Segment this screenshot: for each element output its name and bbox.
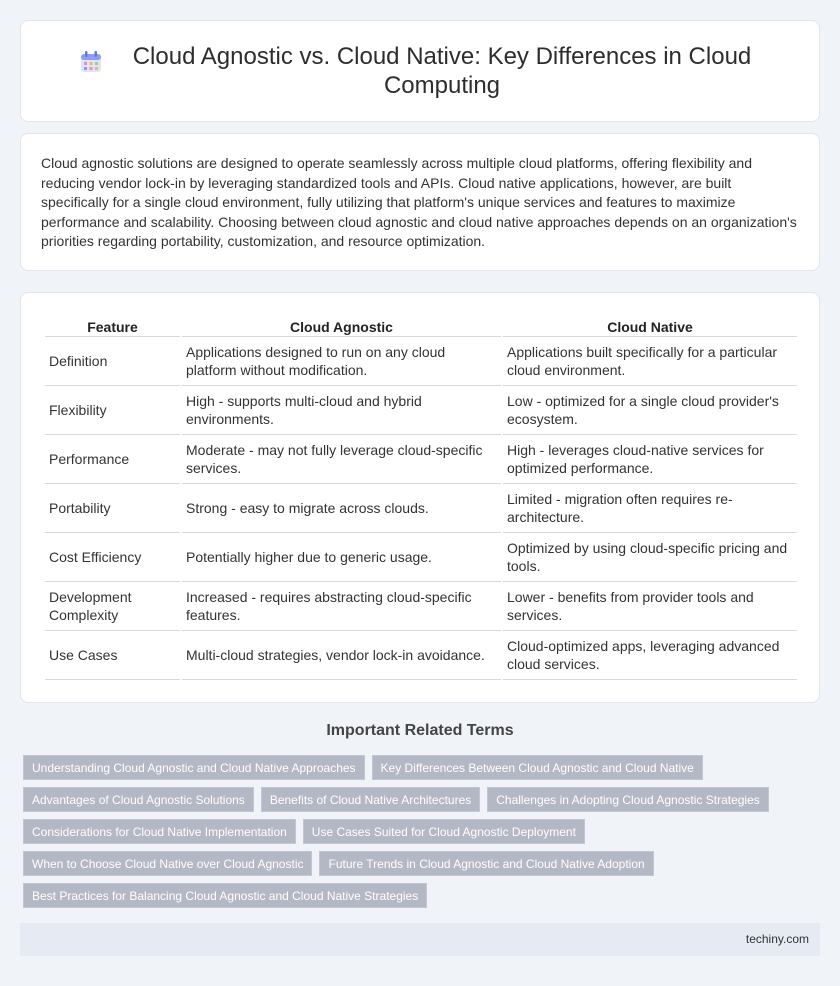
page-title: Cloud Agnostic vs. Cloud Native: Key Differences in Cloud Computing xyxy=(132,43,752,99)
header-cloud-native: Cloud Native xyxy=(503,313,797,337)
table-row xyxy=(45,435,797,484)
cloud-native-cell: Applications built specifically for a particular cloud environment. xyxy=(503,337,797,386)
cloud-agnostic-cell: High - supports multi-cloud and hybrid environments. xyxy=(182,386,501,435)
cloud-native-cell: Low - optimized for a single cloud provider's ecosystem. xyxy=(503,386,797,435)
cloud-agnostic-cell: Increased - requires abstracting cloud-specific features. xyxy=(182,582,501,631)
feature-cell: Definition xyxy=(45,337,180,386)
cloud-agnostic-cell: Potentially higher due to generic usage. xyxy=(182,533,501,582)
related-term-link[interactable]: Considerations for Cloud Native Implementation xyxy=(23,819,296,844)
cloud-agnostic-cell: Strong - easy to migrate across clouds. xyxy=(182,484,501,533)
related-term-link[interactable]: Advantages of Cloud Agnostic Solutions xyxy=(23,787,254,812)
calendar-grid-icon xyxy=(78,49,104,75)
footer-site-link[interactable]: techiny.com xyxy=(745,932,809,946)
feature-cell: Use Cases xyxy=(45,631,180,680)
related-term-link[interactable]: Understanding Cloud Agnostic and Cloud Native Approaches xyxy=(23,755,365,780)
comparison-table xyxy=(43,313,799,680)
table-header-row xyxy=(45,313,797,337)
title-wrap xyxy=(40,42,800,100)
feature-cell: Performance xyxy=(45,435,180,484)
related-terms-heading: Important Related Terms xyxy=(326,722,514,739)
related-term-link[interactable]: Key Differences Between Cloud Agnostic and Cloud Native xyxy=(372,755,703,780)
cloud-native-cell: Cloud-optimized apps, leveraging advanced cloud services. xyxy=(503,631,797,680)
cloud-agnostic-cell: Moderate - may not fully leverage cloud-specific services. xyxy=(182,435,501,484)
feature-cell: Development Complexity xyxy=(45,582,180,631)
header-cloud-agnostic: Cloud Agnostic xyxy=(182,313,501,337)
related-term-link[interactable]: Best Practices for Balancing Cloud Agnostic and Cloud Native Strategies xyxy=(23,883,427,908)
table-row xyxy=(45,386,797,435)
feature-cell: Flexibility xyxy=(45,386,180,435)
cloud-native-cell: Optimized by using cloud-specific pricing and tools. xyxy=(503,533,797,582)
comparison-card xyxy=(20,292,820,703)
feature-cell: Cost Efficiency xyxy=(45,533,180,582)
table-row xyxy=(45,631,797,680)
header-feature: Feature xyxy=(45,313,180,337)
related-term-link[interactable]: Benefits of Cloud Native Architectures xyxy=(261,787,480,812)
cloud-native-cell: Limited - migration often requires re-architecture. xyxy=(503,484,797,533)
title-card xyxy=(20,20,820,122)
cloud-native-cell: Lower - benefits from provider tools and services. xyxy=(503,582,797,631)
related-term-link[interactable]: Use Cases Suited for Cloud Agnostic Deployment xyxy=(303,819,585,844)
footer xyxy=(20,923,820,956)
cloud-native-cell: High - leverages cloud-native services for optimized performance. xyxy=(503,435,797,484)
related-terms-list xyxy=(23,755,813,915)
cloud-agnostic-cell: Applications designed to run on any cloud platform without modification. xyxy=(182,337,501,386)
intro-paragraph: Cloud agnostic solutions are designed to operate seamlessly across multiple cloud platforms, offering flexibility and reducing vendor lock-in by leveraging standardized tools and APIs. Cloud native applications, however, are built specifically for a single cloud environment, fully utilizing that platform's unique services and features to maximize performance and scalability. Choosing between cloud agnostic and cloud native approaches depends on an organization's priorities regarding portability, customization, and resource optimization. xyxy=(41,155,797,250)
feature-cell: Portability xyxy=(45,484,180,533)
table-row xyxy=(45,533,797,582)
related-term-link[interactable]: Future Trends in Cloud Agnostic and Cloud Native Adoption xyxy=(319,851,653,876)
table-row xyxy=(45,582,797,631)
related-term-link[interactable]: When to Choose Cloud Native over Cloud Agnostic xyxy=(23,851,312,876)
cloud-agnostic-cell: Multi-cloud strategies, vendor lock-in avoidance. xyxy=(182,631,501,680)
table-row xyxy=(45,484,797,533)
intro-card xyxy=(20,133,820,271)
related-term-link[interactable]: Challenges in Adopting Cloud Agnostic Strategies xyxy=(487,787,769,812)
table-row xyxy=(45,337,797,386)
